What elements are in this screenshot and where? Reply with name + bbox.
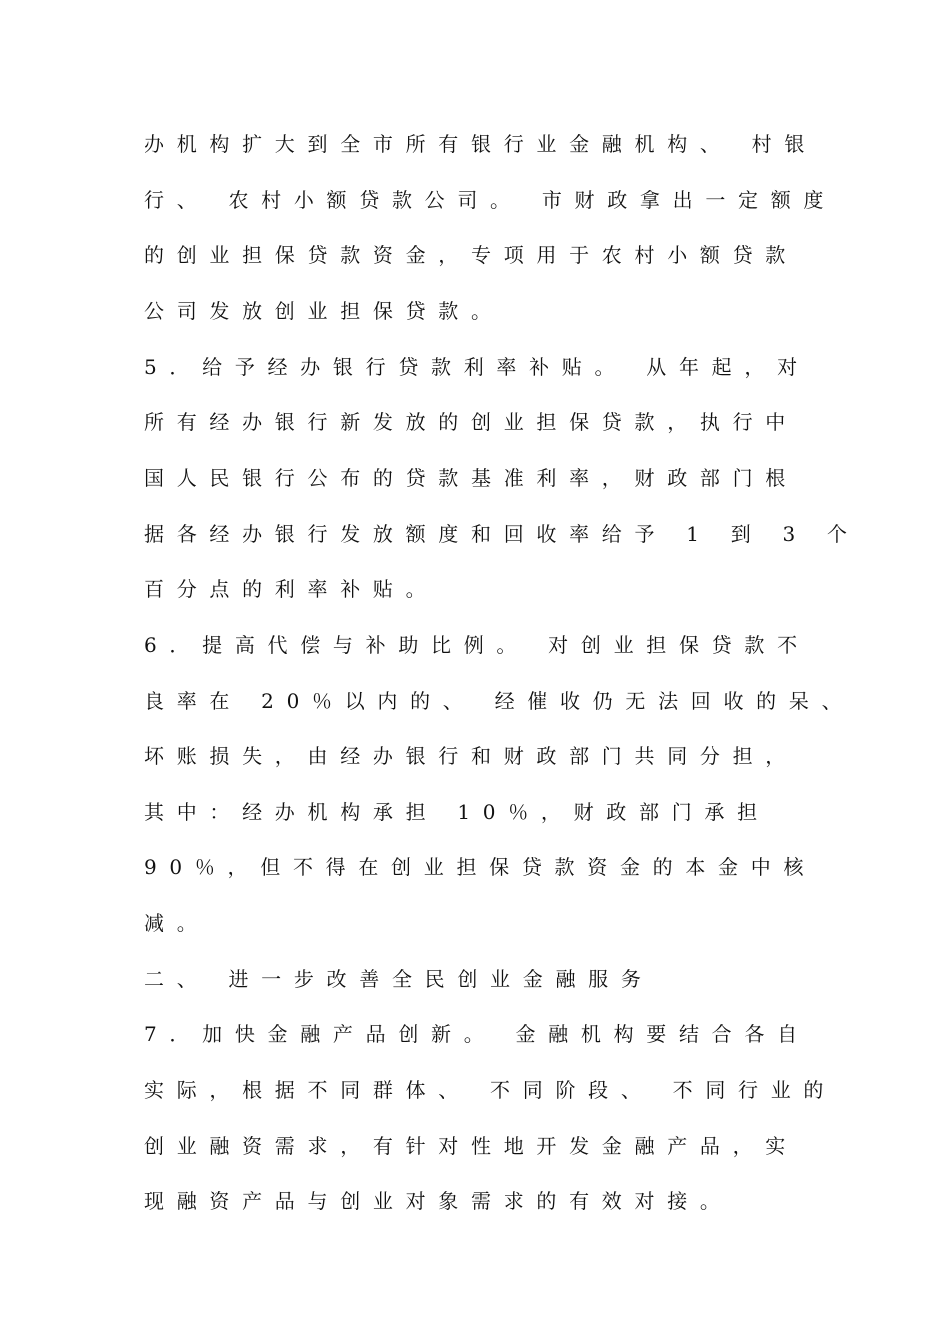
text-line: 创业融资需求，有针对性地开发金融产品，实 bbox=[144, 1134, 798, 1158]
text-line: 所有经办银行新发放的创业担保贷款，执行中 bbox=[144, 410, 798, 434]
section-heading: 二、 进一步改善全民创业金融服务 bbox=[144, 967, 654, 991]
text-line: 百分点的利率补贴。 bbox=[144, 577, 439, 601]
text-line: 现融资产品与创业对象需求的有效对接。 bbox=[144, 1189, 733, 1213]
text-line: 6．提高代偿与补助比例。 对创业担保贷款不 bbox=[144, 633, 810, 657]
text-line: 7．加快金融产品创新。 金融机构要结合各自 bbox=[144, 1022, 810, 1046]
text-line: 减。 bbox=[144, 911, 210, 935]
text-line: 实际，根据不同群体、 不同阶段、 不同行业的 bbox=[144, 1078, 837, 1102]
text-line: 据各经办银行发放额度和回收率给予 1 到 3 个 bbox=[144, 522, 860, 546]
text-line: 公司发放创业担保贷款。 bbox=[144, 299, 504, 323]
text-line: 办机构扩大到全市所有银行业金融机构、 村银 bbox=[144, 132, 818, 156]
text-line: 行、 农村小额贷款公司。 市财政拿出一定额度 bbox=[144, 188, 837, 212]
text-line: 的创业担保贷款资金，专项用于农村小额贷款 bbox=[144, 243, 798, 267]
text-line: 国人民银行公布的贷款基准利率，财政部门根 bbox=[144, 466, 798, 490]
text-line: 其中：经办机构承担 10％，财政部门承担 bbox=[144, 800, 770, 824]
text-line: 坏账损失，由经办银行和财政部门共同分担， bbox=[144, 744, 798, 768]
text-line: 5．给予经办银行贷款利率补贴。 从年起，对 bbox=[144, 355, 810, 379]
text-line: 90％，但不得在创业担保贷款资金的本金中核 bbox=[144, 855, 817, 879]
text-line: 良率在 20％以内的、 经催收仍无法回收的呆、 bbox=[144, 689, 855, 713]
